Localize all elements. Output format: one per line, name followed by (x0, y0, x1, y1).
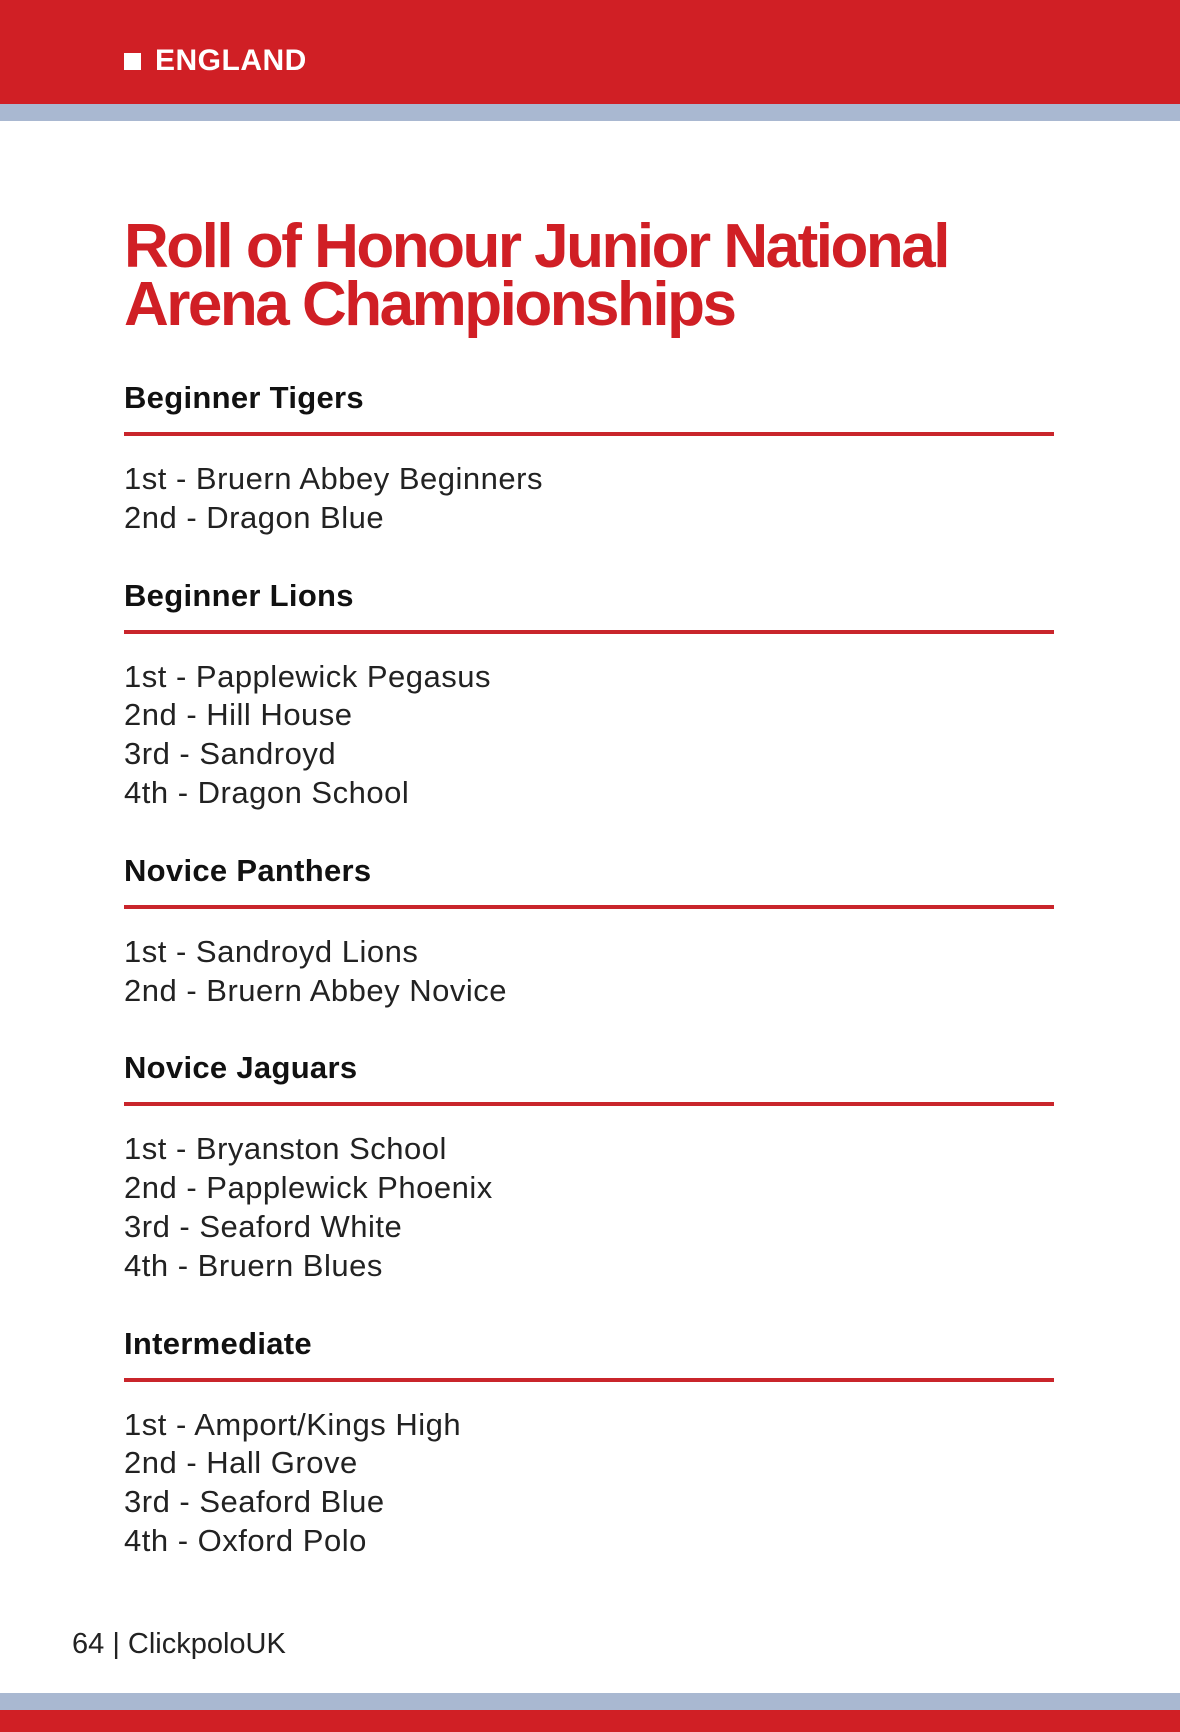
result-item: 3rd - Seaford Blue (124, 1484, 385, 1520)
category-heading: Beginner Tigers (124, 380, 364, 415)
section-label: ENGLAND (155, 44, 307, 77)
results-list (124, 1130, 1054, 1285)
category-novice-panthers (124, 851, 1054, 1011)
results-list (124, 1406, 1054, 1561)
square-icon (124, 53, 141, 70)
page-title: Roll of Honour Junior National Arena Championships (124, 212, 948, 339)
category-heading: Beginner Lions (124, 577, 354, 613)
result-item: 4th - Oxford Polo (124, 1522, 367, 1558)
results-list (124, 933, 1054, 1011)
result-item: 1st - Bryanston School (124, 1131, 447, 1167)
result-item: 2nd - Hall Grove (124, 1445, 358, 1481)
result-item: 2nd - Bruern Abbey Novice (124, 972, 507, 1008)
category-heading: Novice Panthers (124, 852, 372, 888)
category-divider (124, 1378, 1054, 1382)
category-heading: Novice Jaguars (124, 1050, 358, 1086)
category-heading: Intermediate (124, 1325, 312, 1361)
category-divider (124, 1102, 1054, 1106)
result-item: 4th - Bruern Blues (124, 1247, 383, 1283)
result-item: 1st - Sandroyd Lions (124, 933, 419, 969)
category-intermediate (124, 1324, 1054, 1561)
page-footer: 64 | ClickpoloUK (72, 1628, 286, 1660)
result-item: 2nd - Hill House (124, 697, 353, 733)
result-item: 1st - Bruern Abbey Beginners (124, 461, 543, 496)
result-item: 4th - Dragon School (124, 774, 410, 810)
results-list (124, 460, 1054, 538)
results-list (124, 658, 1054, 813)
category-novice-jaguars (124, 1048, 1054, 1285)
results-content (124, 378, 1054, 1599)
result-item: 1st - Amport/Kings High (124, 1406, 462, 1442)
section-tag (124, 46, 307, 76)
result-item: 2nd - Papplewick Phoenix (124, 1170, 493, 1206)
result-item: 1st - Papplewick Pegasus (124, 658, 491, 694)
result-item: 3rd - Sandroyd (124, 736, 337, 772)
category-beginner-tigers (124, 378, 1054, 538)
category-divider (124, 630, 1054, 634)
result-item: 3rd - Seaford White (124, 1208, 403, 1244)
footer-bar (0, 1710, 1180, 1732)
category-divider (124, 432, 1054, 436)
footer-stripe (0, 1693, 1180, 1710)
category-divider (124, 905, 1054, 909)
category-beginner-lions (124, 576, 1054, 813)
result-item: 2nd - Dragon Blue (124, 499, 385, 535)
header-stripe (0, 104, 1180, 121)
